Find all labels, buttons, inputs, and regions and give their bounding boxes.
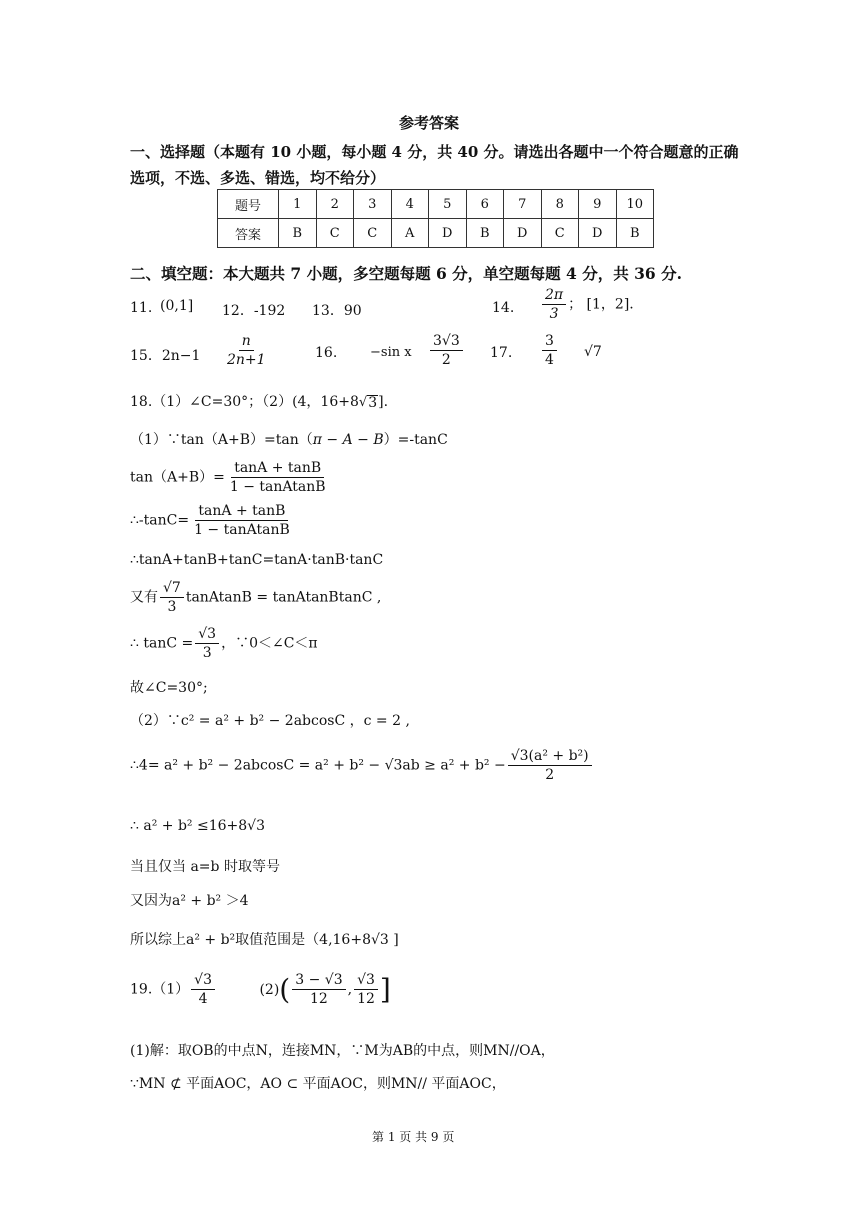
q18-line12: 又因为a² + b² ＞4 (130, 893, 249, 909)
table-cell: 1 (279, 190, 317, 219)
table-cell: B (279, 219, 317, 248)
q11-answer: (0,1] (160, 298, 194, 314)
table-cell: C (316, 219, 354, 248)
q17-answer-a: $\frac{3}{4}$ (540, 333, 559, 368)
q18-line9: ∴4= a² + b² − 2abcosC = a² + b² − √3ab ≥ a² + b² − $\frac{\text{√3(a² + b²)}}{2}$ (130, 748, 594, 783)
q13-answer: 13．90 (312, 303, 362, 319)
q15-fraction: $\frac{n}{2n+1}$ (227, 333, 266, 369)
q16-label: 16. (315, 345, 338, 361)
page-title: 参考答案 (399, 114, 460, 132)
q14-answer (540, 287, 634, 322)
table-cell: 6 (466, 190, 504, 219)
section1-heading-line1: 一、选择题（本题有 10 小题，每小题 4 分，共 40 分。请选出各题中一个符合题意的正确 (130, 143, 739, 161)
table-cell: D (504, 219, 542, 248)
page-footer: 第 1 页 共 9 页 (372, 1130, 455, 1144)
q14-rest: ； [1，2]. (568, 296, 634, 313)
table-cell: C (541, 219, 579, 248)
table-cell: 4 (391, 190, 429, 219)
answer-table (217, 189, 654, 248)
q19-line1: (1)解：取OB的中点N，连接MN，∵M为AB的中点，则MN//OA， (130, 1043, 555, 1059)
table-cell: D (579, 219, 617, 248)
section1-heading-line2: 选项，不选、多选、错选，均不给分） (130, 169, 386, 187)
q16-answer-b: $\frac{3√3}{2}$ (428, 333, 465, 368)
table-row (218, 219, 654, 248)
q15-answer: 15．2n−1 (130, 348, 201, 364)
q18-line7: 故∠C=30°; (130, 680, 208, 696)
table-cell: 10 (616, 190, 654, 219)
q12-answer: 12．-192 (222, 303, 286, 319)
q18-line11: 当且仅当 a=b 时取等号 (130, 859, 280, 875)
q18-line8: （2）∵c² = a² + b² − 2abcosC ，c = 2 , (130, 713, 410, 729)
table-cell: B (616, 219, 654, 248)
q16-answer-a: −sin x (370, 345, 412, 360)
table-header-cell: 题号 (218, 190, 279, 219)
q18-line2: tan（A+B）= $\frac{\tan A + \tan B}{\text{1 − tanAtanB}}$ (130, 460, 326, 496)
q18-line3: ∴-tanC= $\frac{\tan A + \tan B}{\text{1 − tanAtanB}}$ (130, 503, 290, 539)
q17-label: 17. (490, 345, 513, 361)
table-cell: 3 (354, 190, 392, 219)
table-cell: B (466, 219, 504, 248)
q11-label: 11. (130, 300, 153, 316)
q18-header: 18.（1）∠C=30°；（2）(4，16+8 √ 3 ]. (130, 394, 389, 411)
table-cell: C (354, 219, 392, 248)
table-cell: 8 (541, 190, 579, 219)
table-cell: D (429, 219, 467, 248)
table-header-cell: 答案 (218, 219, 279, 248)
table-cell: 2 (316, 190, 354, 219)
q18-line1: （1）∵tan（A+B）=tan（π − A − B）=-tanC (130, 432, 448, 448)
table-cell: A (391, 219, 429, 248)
fraction: $\frac{2\pi}{3}$ (542, 287, 566, 322)
q18-line4: ∴tanA+tanB+tanC=tanA·tanB·tanC (130, 552, 384, 568)
table-row (218, 190, 654, 219)
q18-line6: ∴ tanC = $\frac{√3}{3}$ ，∵0＜∠C＜π (130, 626, 318, 662)
section2-heading: 二、填空题：本大题共 7 小题，多空题每题 6 分，单空题每题 4 分，共 36 分. (130, 264, 682, 283)
q18-line5: 又有 $\frac{√7}{3}$ tanAtanB = tanAtanBtanC , (130, 580, 382, 616)
table-cell: 9 (579, 190, 617, 219)
q18-line10: ∴ a² + b² ≤16+8√3 (130, 818, 265, 834)
q17-answer-b: √7 (584, 344, 602, 360)
table-cell: 5 (429, 190, 467, 219)
table-cell: 7 (504, 190, 542, 219)
q18-line13: 所以综上a² + b²取值范围是（4,16+8√3 ] (130, 932, 399, 948)
q19-header: 19.（1） $\frac{√3}{4}$ (2)( $\frac{3 - √3}{12}$ , $\frac{√3}{12}$ ] (130, 972, 391, 1008)
q14-label: 14. (492, 300, 515, 316)
q19-line2: ∵MN ⊄ 平面AOC，AO ⊂ 平面AOC，则MN// 平面AOC， (130, 1076, 506, 1092)
